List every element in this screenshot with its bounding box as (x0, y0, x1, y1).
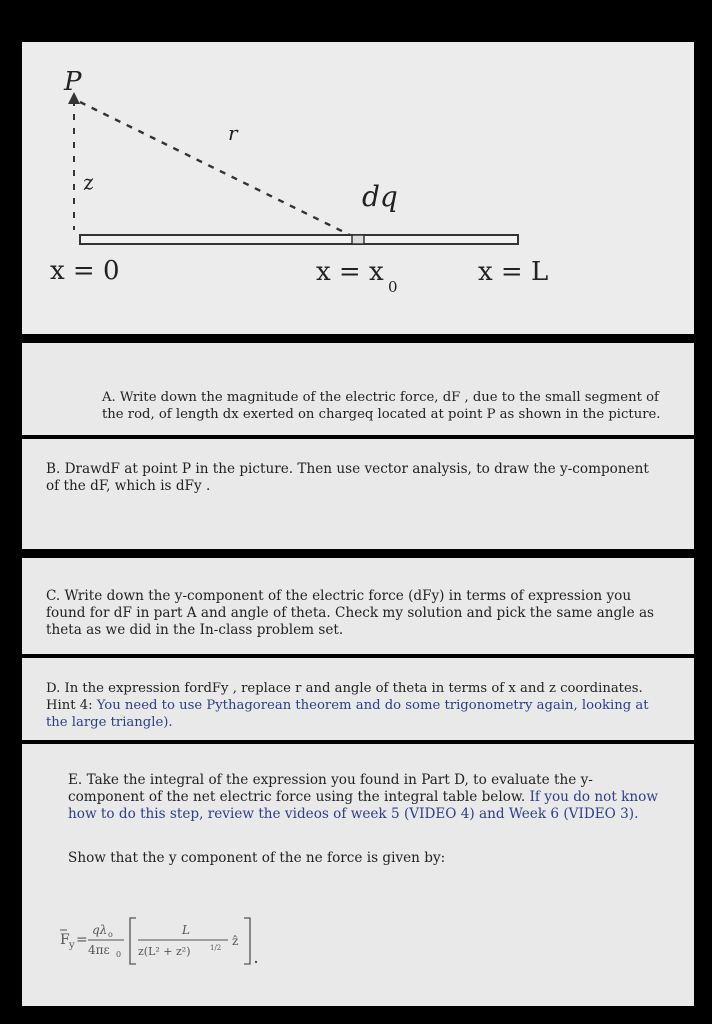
formula-unit: ẑ (232, 934, 239, 948)
formula-coef-den-sub: 0 (116, 950, 122, 959)
part-d-hint: You need to use Pythagorean theorem and do some trigonometry again, looking at the large triangle). (46, 698, 649, 730)
r-dashed-line (80, 102, 356, 238)
part-e-show-text: Show that the y component of the ne force is given by: (68, 850, 446, 866)
formula-coef-num: qλ (92, 923, 108, 937)
figure-panel (22, 42, 694, 334)
formula-lhs-sub: y (69, 940, 75, 951)
label-x0-subscript: 0 (388, 278, 398, 296)
part-a-panel (22, 343, 694, 435)
part-e-panel (22, 744, 694, 1006)
bracket-left-icon (130, 918, 136, 964)
part-c-panel (22, 558, 694, 654)
part-d-main: D. In the expression fordFy , replace r and angle of theta in terms of x and z coordinates. Hint 4: (46, 681, 643, 713)
part-d-panel (22, 658, 694, 740)
formula-coef-num-sub: o (108, 930, 113, 939)
label-x-equals-l: x = L (478, 257, 549, 287)
dq-segment (352, 235, 364, 244)
charged-rod (80, 235, 518, 244)
formula-equals: = (76, 932, 88, 948)
part-b-text: B. DrawdF at point P in the picture. Then use vector analysis, to draw the y-component of the dF, which is dFy . (46, 461, 649, 494)
part-e-main: E. Take the integral of the expression you found in Part D, to evaluate the y-component of the net electric force using the integral table below. (68, 772, 593, 805)
rod-diagram (22, 42, 694, 334)
part-e-hint: If you do not know how to do this step, review the videos of week 5 (VIDEO 4) and Week 6 (VIDEO 3). (68, 789, 658, 822)
part-a-text: A. Write down the magnitude of the electric force, dF , due to the small segment of the rod, of length dx exerted on chargeq located at point P as shown in the picture. (102, 390, 661, 422)
formula-frac-den: z(L² + z²) (138, 945, 191, 958)
label-r: r (228, 121, 238, 145)
force-formula (52, 904, 312, 974)
bracket-right-icon (244, 918, 250, 964)
part-d-text (46, 680, 654, 731)
label-p: P (64, 67, 82, 97)
label-x-equals-x0: x = x (316, 257, 384, 287)
period-dot (255, 961, 257, 963)
formula-frac-den-exp: 1/2 (210, 944, 222, 952)
formula-lhs: F (60, 932, 70, 948)
label-dq: dq (362, 180, 398, 213)
label-z: z (81, 169, 96, 195)
part-c-text: C. Write down the y-component of the electric force (dFy) in terms of expression you found for dF in part A and angle of theta. Check my solution and pick the same angle as theta as we did in the In-class problem set. (46, 588, 655, 638)
label-x-equals-0: x = 0 (50, 256, 120, 286)
part-b-panel (22, 439, 694, 549)
formula-coef-den: 4πε (88, 943, 110, 957)
part-e-text (68, 772, 658, 823)
formula-frac-num: L (182, 923, 190, 937)
